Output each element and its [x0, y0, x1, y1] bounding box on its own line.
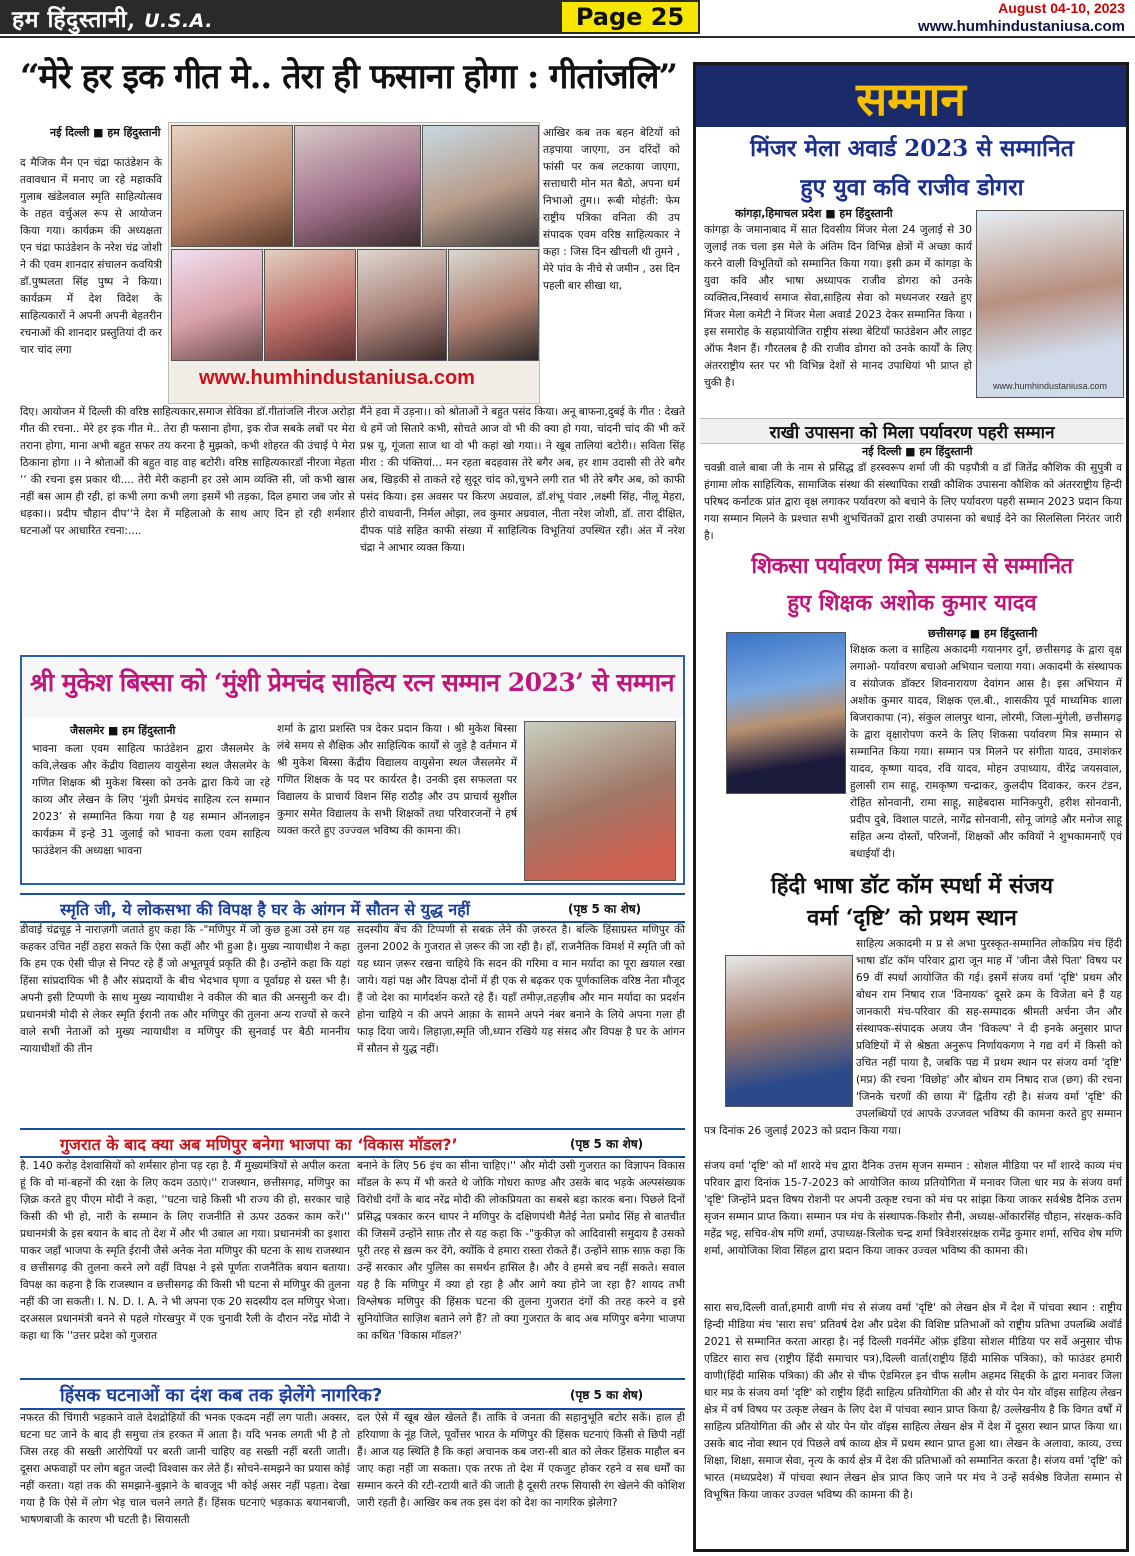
page-label: Page 25: [575, 3, 685, 31]
smriti-headline-band: [20, 893, 685, 923]
mukesh-photo: [524, 721, 676, 881]
s2-byline: नई दिल्ली ■ हम हिंदुस्तानी: [862, 445, 973, 458]
photo-woman-4: [171, 249, 263, 361]
smriti-col1: डीवाई चंद्रचूड़ ने नाराज़गी जताते हुए कहा कि -"मणिपुर में जो कुछ हुआ उसे हम यह कहकर उचित नहीं ठहरा सकते कि ऐसा कहीं और भी हुआ है। मुख्य न्यायाधीश ने कहा कि हम एक ऐसी चीज़ से निपट रहे हैं जो अभूतपूर्व प्रकृति की है। उन्होंने कहा कि यहां हिंसा सांप्रदायिक भी है और संप्रदायों के बीच भेदभाव घृणा व पूर्वाग्रह से ग्रस्त भी है। अपनी इसी टिप्पणी के साथ मुख्य न्यायाधीश ने वकील की बात की अनसुनी कर दी। प्रधानमंत्री मोदी से लेकर स्मृति ईरानी तक और मणिपुर की तुलना अन्य राज्यों से करने वाले सभी नेताओं को मुख्य न्यायाधीश व मणिपुर की सुनवाई पर बैठी माननीय न्यायाधीशों की तीन: [20, 924, 350, 1055]
lead-bottom-right: मैंने हवा में उड़ना।। को श्रोताओं ने बहुत पसंद किया। अनू बाफना,दुबई के गीत : देखते थे हमें जो सितारे कभी, सोचते आज वो भी की क्या हो गया, चांदनी चांद की भी करें प्रश्न यू, गूंजता साज था वो भी कहां खो गया।। ने खूब तालियां बटोरी।। सविता सिंह मीरा : की पंक्तियां... मन रहता बदहवास तेरे बगैर अब, हर शाम उदासी सी तेरे बगैर अब, खिड़की से ताकते रहे सुदूर चांद को,चुभने लगी रात भी तेरे बगैर अब, को काफी पसंद किया। इस अवसर पर किरण अग्रवाल, डॉ.शंभू पंवार ,लक्ष्मी सिंह, नीलू मेहरा, हीरो वाधवानी, निर्मल ओझा, लव कुमार अग्रवाल, नीता नरेश जोशी, डॉ. तारा दीक्षित, दीपक पांडे सहित काफी संख्या में साहित्यिक विभूतियां उपस्थित रही। अंत में नरेश चंद्रा ने आभार व्यक्त किया।: [360, 406, 685, 554]
photo-man: [448, 249, 539, 361]
lead-headline: “मेरे हर इक गीत मे.. तेरा ही फसाना होगा : गीतांजलि”: [20, 57, 678, 97]
s2-text: चवन्नी वाले बाबा जी के नाम से प्रसिद्ध डॉ हरस्वरूप शर्मा जी की पड़पौत्री व डॉ जितेंद्र कौशिक की सुपुत्री व हंगामा लोक साहित्यिक, सामाजिक संस्था की संस्थापिका राखी कौशिक उपासना कौशिक को अंतरराष्ट्रीय हिन्दी परिषद कर्नाटक प्रांत द्वारा वृक्ष लगाकर पर्यावरण को बचाने के लिए पर्यावरण पहरी सम्मान 2023 प्रदान किया गया सम्मान मिलने के प्रश्चात सभी शुभचिंतकों द्वारा राखी उपासना को बधाई देने का सिलसिला निरंतर जारी है।: [704, 462, 1122, 542]
smriti-ref: (पृष्ठ 5 का शेष): [568, 902, 642, 916]
issue-date: August 04-10, 2023: [998, 0, 1125, 16]
s1-byline: कांगड़ा,हिमाचल प्रदेश ■ हम हिंदुस्तानी: [735, 207, 893, 220]
s1-photo: [976, 210, 1124, 398]
lead-byline: नई दिल्ली ■ हम हिंदुस्तानी: [50, 126, 161, 139]
hinsak-ref: (पृष्ठ 5 का शेष): [570, 1388, 644, 1402]
sammaan-title: सम्मान: [856, 72, 966, 126]
s4-text1-wrap: [704, 936, 1122, 1154]
mukesh-byline: जैसलमेर ■ हम हिंदुस्तानी: [70, 724, 176, 737]
photo-woman-3: [422, 125, 539, 247]
photo-woman-6: [357, 249, 447, 361]
hinsak-headline: हिंसक घटनाओं का दंश कब तक झेलेंगे नागरिक?: [60, 1385, 383, 1406]
site-url[interactable]: www.humhindustaniusa.com: [918, 18, 1125, 35]
paper-name: हम हिंदुस्तानी,: [12, 6, 136, 33]
s3-headline-1: शिकसा पर्यावरण मित्र सम्मान से सम्मानित: [751, 553, 1073, 579]
photo-watermark-url[interactable]: www.humhindustaniusa.com: [199, 367, 475, 389]
lead-col3: आखिर कब तक बहन बेटियों को तड़पाया जाएगा, उन दरिंदों को फांसी पर कब लटकाया जाएगा, सत्ताधारी मोन मत बैठो, अपना धर्म निभाओ तुम।। रूबी मोहंती: फेम राष्ट्रीय पत्रिका वनिता की उप संपादक एवम वरिष्ठ साहित्यकार ने कहा : जिस दिन खीचली थी तुमने , मेरे पांव के नीचे से जमीन , उस दिन पहली बार सीखा था,: [543, 127, 680, 292]
masthead: [0, 0, 560, 34]
s3-headline-2: हुए शिक्षक अशोक कुमार यादव: [787, 590, 1037, 616]
mukesh-col2: शर्मा के द्वारा प्रशस्ति पत्र देकर प्रदान किया । श्री मुकेश बिस्सा लंबे समय से शैक्षिक और साहित्यिक कार्यों से जुड़े है वर्तमान में श्री मुकेश बिस्सा केंद्रीय विद्यालय वायुसेना स्थल जैसलमेर में गणित शिक्षक के पद पर कार्यरत है। उनकी इस सफलता पर विद्यालय के प्राचार्य विशन सिंह राठौड़ और उप प्राचार्य सुशील कुमार समेत विद्यालय के सभी शिक्षकों तथा परिवारजनों ने हर्ष व्यक्त करते हुए उज्ज्वल भविष्य की कामना की।: [277, 723, 517, 837]
gujarat-col2: बनाने के लिए 56 इंच का सीना चाहिए।'' और मोदी उसी गुजरात का विज्ञापन विकास मॉडल के रूप में भी करते थे जोकि गोधरा काण्ड और उसके बाद भड़के अल्पसंख्यक विरोधी दंगों के बाद नरेंद्र मोदी की लोकप्रियता का सबसे बड़ा कारक बना। पिछले दिनों प्रसिद्ध पत्रकार करन थापर ने मणिपुर के दक्षिणपंथी मैतेई नेता प्रमोद सिंह से बातचीत की जिसमें उन्होंने साफ़ तौर से यह कहा कि -"कुकीज़ को आदिवासी समुदाय है उसको पूरी तरह से ख़त्म कर देंगे, क्योंकि वे हमारा रास्ता रोकते हैं। उन्होंने साफ़ साफ़ कहा कि उन्हें सरकार और पुलिस का समर्थन हासिल है। और वे हमसे बच नहीं सकते। सवाल यह है कि मणिपुर में क्या हो रहा है और आगे क्या होने जा रहा है? शायद तभी विश्लेषक मणिपुर की हिंसक घटना की तुलना गुजरात दंगों की तरह करने व इसे सुनियोजित साज़िश बताने लगे हैं? तो क्या गुजरात के बाद अब मणिपुर बनेगा भाजपा का कथित 'विकास मॉडल?': [357, 1160, 685, 1342]
s3-byline: छत्तीसगढ़ ■ हम हिंदुस्तानी: [928, 627, 1038, 640]
gujarat-headline: गुजरात के बाद क्या अब मणिपुर बनेगा भाजपा का ‘विकास मॉडल?’: [60, 1135, 458, 1154]
s2-headline: राखी उपासना को मिला पर्यावरण पहरी सम्मान: [769, 423, 1055, 443]
sammaan-banner: [696, 65, 1126, 127]
s4-headline-2: वर्मा ‘दृष्टि’ को प्रथम स्थान: [807, 905, 1017, 931]
s1-text: कांगड़ा के जमानाबाद में सात दिवसीय मिंजर मेला 24 जुलाई से 30 जुलाई तक चला इस मेले के अंतिम दिन विभिन्न क्षेत्रों में अच्छा कार्य करने वाली विभूतियों को सम्मानित किया गया। इसी क्रम में कांगड़ा के युवा कवि और भाषा अध्यापक राजीव डोगरा को उनके व्यक्तित्व,निस्वार्थ समाज सेवा,साहित्य सेवा को मध्यनजर रखते हुए मिंजर मेला कमेटी ने मिंजर मेला अवार्ड 2023 देकर सम्मानित किया । इस समारोह के सहप्रायोजित राष्ट्रीय संस्था बेटियाँ फाउंडेशन और लाइट ऑफ नैशन हैं। गौरतलब है की राजीव डोगरा को उनके कार्यों के लिए अंतरराष्ट्रीय स्तर पर भी विभिन्न देशों से मानद उपाधियां भी प्राप्त हो चुकी है।: [704, 224, 972, 389]
photo-woman-2: [294, 125, 421, 247]
s4-text3: सारा सच,दिल्ली वार्ता,हमारी वाणी मंच से संजय वर्मा 'दृष्टि' को लेखन क्षेत्र में देश में पांचवा स्थान : राष्ट्रीय हिन्दी मीडिया मंच 'सारा सच' प्रतिवर्ष देश और प्रदेश की विशिष्ट प्रतिभाओं को राष्ट्रीय प्रतिभा उपलब्धि अवॉर्ड 2021 से सम्मानित करता आरहा है। नई दिल्ली गवर्नमेंट ऑफ़ इंडिया सोशल मीडिया पर सर्वे अनुसार चीफ एडिटर सारा सच (राष्ट्रीय हिंदी समाचार पत्र),दिल्ली वार्ता(राष्ट्रीय हिंदी मासिक पत्रिका), को फाउंडर हमारी वाणी(हिंदी मासिक पत्रिका) की और से चीफ ऐडमिरल इन चीफ सलीम अहमद सिद्दकी के द्वारा मनावर जिला धार मप्र के संजय वर्मा 'दृष्टि' को राष्ट्रीय हिंदी साहित्य प्रतियोगिता की और से योर पेन योर वॉइस साहित्य लेखन क्षेत्र में वर्ष विषय पर उत्कृष्ट लेखन के लिए देश में पांचवा स्थान प्राप्त किया है/ उल्लेखनीय है कि विगत वर्षों में साहित्य प्रतियोगिता की और से योर पेन योर वॉइस साहित्य लेखन क्षेत्र में देश में दूसरा स्थान प्राप्त किया था। उसके बाद नोवा स्थान एवं पिछले वर्ष काव्य क्षेत्र में प्रथम स्थान प्राप्त हुआ था। लेखन के अलावा, काव्य, उच्च शिक्षा, शिक्षा, समाज सेवा, नृत्य के कार्य क्षेत्र में देश की प्रतिभाओं को सम्मानित करता है। संजय वर्मा 'दृष्टि' को भारत (मध्यप्रदेश) में पांचवा स्थान लेखन क्षेत्र प्राप्त किए जाने पर मंच ने उन्हें सर्वश्रेष्ठ विजेता सम्मान से विभूषित किया जाकर उज्वल भविष्य की कामना की है।: [704, 1302, 1122, 1501]
paper-country: U.S.A.: [144, 10, 213, 32]
lead-photo-collage: [168, 122, 540, 404]
photo-woman-1: [171, 125, 293, 247]
s4-text1: साहित्य अकादमी म प्र से अभा पुरस्कृत-सम्मानित लोकप्रिय मंच हिंदी भाषा डॉट कॉम परिवार द्वारा जून माह में 'जीना जैसे पिता' विषय पर 69 वीं स्पर्धा आयोजित की गई। इसमें संजय वर्मा 'दृष्टि' प्रथम और बोधन राम निषाद राज 'विनायक' दूसरे क्रम के विजेता बने हैं यह जानकारी मंच-परिवार की सह-सम्पादक श्रीमती अर्चना जैन और संस्थापक-संपादक अजय जैन 'विकल्प' ने दी इनके अनुसार प्राप्त प्रविष्टियों में से श्रेष्ठता अनुरूप निर्णायकगण ने गद्य वर्ग में किसी को उचित नहीं पाया है, जबकि पद्य में प्रथम स्थान पर संजय वर्मा 'दृष्टि' (मप्र) की रचना 'विछोह' और बोधन राम निषाद राज (छग) की रचना 'जिनके चरणों की छाया में' द्वितीय रही है। संजय वर्मा 'दृष्टि' की उपलब्धियों एवं आपके उज्जवल भविष्य की कामना करते हुए सम्मान पत्र दिनांक 26 जुलाई 2023 को प्रदान किया गया।: [704, 938, 1122, 1137]
mukesh-headline: श्री मुकेश बिस्सा को ‘मुंशी प्रेमचंद साहित्य रत्न सम्मान 2023’ से सम्मान: [30, 668, 674, 697]
s4-photo-spacer: [704, 936, 856, 1110]
smriti-col2: सदस्यीय बेंच की टिप्पणी से सबक़ लेने की ज़रुरत है। बल्कि हिंसाग्रस्त मणिपुर की तुलना 2002 के गुजरात से ज़रूर की जा रही है। हाँ, राजनैतिक विमर्श में स्मृति जी को यह ध्यान ज़रूर रखना चाहिये कि सदन की गरिमा व मान मर्यादा का पूरा ख़याल रखा जाये। यहां पक्ष और विपक्ष दोनों में ही एक से बढ़कर एक पूर्णकालिक वरिष्ठ नेता मौजूद हैं जो देश का मार्गदर्शन करते रहे हैं। यहाँ तमीज़,तहज़ीब और मान मर्यादा का प्रदर्शन होना चाहिये न की अपने आक़ा के सामने अपने नंबर बनाने के लिये अपना गला ही फाड़ दिया जाये। लिहाज़ा,स्मृति जी,ध्यान रखिये यह संसद और विपक्ष है घर के आंगन में सौतन से युद्ध नहीं।: [357, 924, 685, 1055]
hinsak-headline-band: [20, 1378, 685, 1410]
s3-photo: [726, 632, 846, 794]
s3-text-part: शिक्षक कला व साहित्य अकादमी गयानगर दुर्ग, छत्तीसगढ़ के द्वारा वृक्ष लगाओ- पर्यावरण बचाओ अभियान चलाया गया। अकादमी के संस्थापक व संयोजक डॉक्टर शिवनारायण देवांगन आस है। इस अभियान में अशोक कुमार यादव, शिक्षक एल.बी., शासकीय पूर्व माध्यमिक शाला बिजराकापा (न), संकुल लालपुर थाना, लोरमी, जिला-मुंगेली, छत्तीसगढ़ के द्वारा वृक्षारोपण करने के लिए शिकसा पर्यावरण मित्र सम्मान से सम्मानित किया गया। सम्मान पत्र मिलने पर संगीता यादव, उमाशंकर यादव, कृष्णा यादव, रवि यादव, मोहन उपाध्याय, वीरेंद्र जयसवाल, हुलासी राम साहू, रामकृष्ण चन्द्राकर, कुलदीप दिवाकर, करन टंडन, रोहित सोनवानी, रामा साहू, साहेबदास मानिकपुरी, हरीश सोनवानी, प्रदीप दुबे, विशाल पाटले, नागेंद्र सोनवानी, सोनू जांगड़े और मनोज साहू सहित अन्य दोस्तों, परिजनों, शिक्षकों और कवियों ने शुभकामनाएँ एवं बधाईयाँ दी।: [850, 644, 1122, 860]
mukesh-col1: भावना कला एवम साहित्य फाउंडेशन द्वारा जैसलमेर के कवि,लेखक और केंद्रीय विद्यालय वायुसेना स्थल जैसलमेर के गणित शिक्षक श्री मुकेश बिस्सा को उनके द्वारा किये जा रहे काव्य और लेखन के लिए ‘मुंशी प्रेमचंद साहित्य रत्न सम्मान 2023’ से सम्मानित किया गया है यह सम्मान ऑनलाइन कार्यक्रम में इन्हे 31 जुलाई को भावना कला एवम साहित्य फाउंडेशन की अध्यक्षा भावना: [32, 743, 270, 857]
gujarat-col1: है. 140 करोड़ देशवासियों को शर्मसार होना पड़ रहा है. मैं मुख्यमंत्रियों से अपील करता हूं कि वो मां-बहनों की रक्षा के लिए कदम उठाएं।'' राजस्थान, छत्तीसगढ़, मणिपुर का ज़िक्र करते हुए पीएम मोदी ने कहा, ''घटना चाहे किसी भी राज्य की हो, सरकार चाहे किसी की भी हो, नारी के सम्मान के लिए राजनीति से ऊपर उठकर काम करें।'' प्रधानमंत्री के इस बयान के बाद तो देश में और भी उबाल आ गया। प्रधानमंत्री का इशारा पाकर जहाँ भाजपा के स्मृति ईरानी जैसे अनेक नेता मणिपुर की घटना के साथ राजस्थान व छत्तीसगढ़ की तुलना करने लगे वहीं विपक्ष ने इसे पूर्णतः राजनैतिक बयान बताया। विपक्ष का कहना है कि राजस्थान व छत्तीसगढ़ की किसी भी घटना से मणिपुर की तुलना नहीं की जा सकती। I. N. D. I. A. ने भी अपना एक 20 सदस्यीय दल मणिपुर भेजा। दरअसल प्रधानमंत्री बनने से पहले गोरखपुर में एक चुनावी रैली के दौरान नरेंद्र मोदी ने कहा था कि ''उत्तर प्रदेश को गुजरात: [20, 1160, 350, 1342]
s4-headline-1: हिंदी भाषा डॉट कॉम स्पर्धा में संजय: [771, 873, 1053, 899]
s3-text-top: [850, 642, 1122, 860]
gujarat-headline-band: [20, 1128, 685, 1158]
hinsak-col2: दल ऐसे में खूब खेल खेलते हैं। ताकि वे जनता की सहानुभूति बटोर सकें। हाल ही हरियाणा के नूंह जिले, पूर्वोत्तर भारत के मणिपुर की हिंसक घटनाएं किसी से छिपी नहीं हैं। आज यह स्थिति है कि कहां अचानक कब जरा-सी बात को लेकर हिंसक माहौल बन जाए कहा नहीं जा सकता। एक तरफ तो देश में एकजुट होकर रहने व सब धर्मों का सम्मान करने की रटी-रटायी बातें की जाती है दूसरी तरफ सियासी रंग खेलने की कोशिश जारी रहती है। आखिर कब तक इस दंश को देश का नागरिक झेलेगा?: [357, 1412, 685, 1509]
s1-headline-2: हुए युवा कवि राजीव डोगरा: [800, 174, 1024, 201]
s4-text2: संजय वर्मा 'दृष्टि' को माँ शारदे मंच द्वारा दैनिक उत्तम सृजन सम्मान : सोशल मीडिया पर माँ शारदे काव्य मंच परिवार द्वारा दिनांक 15-7-2023 को आयोजित काव्य प्रतियोगिता में मनावर जिला धार मप्र के संजय वर्मा 'दृष्टि' जिन्होंने प्रदत्त विषय रोशनी पर अपनी उत्कृष्ट रचना को मंच पर सांझा किया जाकर सर्वश्रेष्ठ दैनिक उत्तम सृजन सम्मान प्राप्त किया। सम्मान पत्र मंच के संस्थापक-किशोर सैनी, अध्यक्ष-ओंकारसिंह चौहान, संरक्षक-कवि महेंद्र भट्ट, सचिव-शेष मणि शर्मा, उपाध्यक्ष-त्रिलोक चन्द्र शर्मा त्रिवेशरसंरक्षक रामेंद्र कुमार शर्मा, सचिव शेष मणि शर्मा, आयोजिका शिवा सिंहल द्वारा प्रदान किया जाकर उज्वल भविष्य की कामना की।: [704, 1160, 1122, 1257]
s1-headline-1: मिंजर मेला अवार्ड 2023 से सम्मानित: [750, 135, 1074, 162]
s2-headline-band: [700, 418, 1124, 444]
gujarat-ref: (पृष्ठ 5 का शेष): [570, 1137, 644, 1151]
photo-woman-5: [264, 249, 356, 361]
lead-col1: द मैजिक मैन एन चंद्रा फाउंडेशन के तवावधान में मनाए जा रहे महाकवि गुलाब खंडेलवाल स्मृति साहित्योत्सव के तहत वर्चुअल रूप से आयोजन किया गया। कार्यक्रम की अध्यक्षता एन चंद्रा फाउंडेशन के नरेश चंद्र जोशी ने की एवम शानदार संचालन कवयित्री डॉ.पुष्पलता सिंह पुष्प ने किया। कार्यक्रम में देश विदेश के साहित्यकारों ने अपनी अपनी बेहतरीन रचनाओं की शानदार प्रस्तुतियां दी कर चार चांद लगा: [20, 157, 162, 356]
hinsak-col1: नफरत की चिंगारी भड़काने वाले देशद्रोहियों की भनक एकदम नहीं लग पाती। अक्सर, घटना घट जाने के बाद ही समुचा तंत्र हरकत में आता है। यदि भनक लगती भी है तो जिस तरह की सख्ती आरोपियों पर बरती जानी चाहिए वह सख्ती नहीं बरती जाती। दूसरा अफवाहों पर लोग बहुत जल्दी विश्वास कर लेते हैं। सोचने-समझने का प्रयास कोई नहीं करता। यहां तक की समझाने-बुझाने के बावजूद भी कोई असर नहीं पड़ता। देखा गया है कि ऐसे में लोग भेड़ चाल चलने लगते हैं। हिंसक घटनाएं भड़काऊ बयानबाजी, भाषणबाजी के कारण भी घटती है। सियासती: [20, 1412, 350, 1526]
s1-photo-url: www.humhindustaniusa.com: [992, 381, 1108, 391]
header-rule: [0, 36, 1135, 38]
lead-bottom-left: दिए। आयोजन में दिल्ली की वरिष्ठ साहित्यकार,समाज सेविका डॉ.गीतांजलि नीरज अरोड़ा गीत की रचना.. मेरे हर इक गीत मे.. तेरा ही फसाना होगा, इक रोज सबके लबों पर मेरा तराना होगा, माना अभी बहुत सफर तय करना है मुझको, कभी शोहरत की उंचाई पे मेरा ठिकाना होगा ।। ने श्रोताओं की बहुत वाह वाह बटोरी। वरिष्ठ साहित्यकारडॉ नीरजा मेहता ‘‘ की रचना इस प्रकार थी.... तेरी मेरी कहानी हर उसे आम व्यक्ति सी, जो कभी खास नहीं बस आम ही रही, हां कभी लगा कभी लगा इसमें भी तड़का, दिल हमारा जब जोर से धड़का।। प्रदीप चौहान दीप‘‘ने देश में महिलाओ के साथ आए दिन हो रही शर्मशार घटनाओं पर आधारित रचना:....: [20, 406, 355, 537]
mukesh-box: [20, 655, 685, 885]
page-number: [560, 0, 700, 34]
smriti-headline: स्मृति जी, ये लोकसभा की विपक्ष है घर के आंगन में सौतन से युद्ध नहीं: [60, 900, 470, 919]
